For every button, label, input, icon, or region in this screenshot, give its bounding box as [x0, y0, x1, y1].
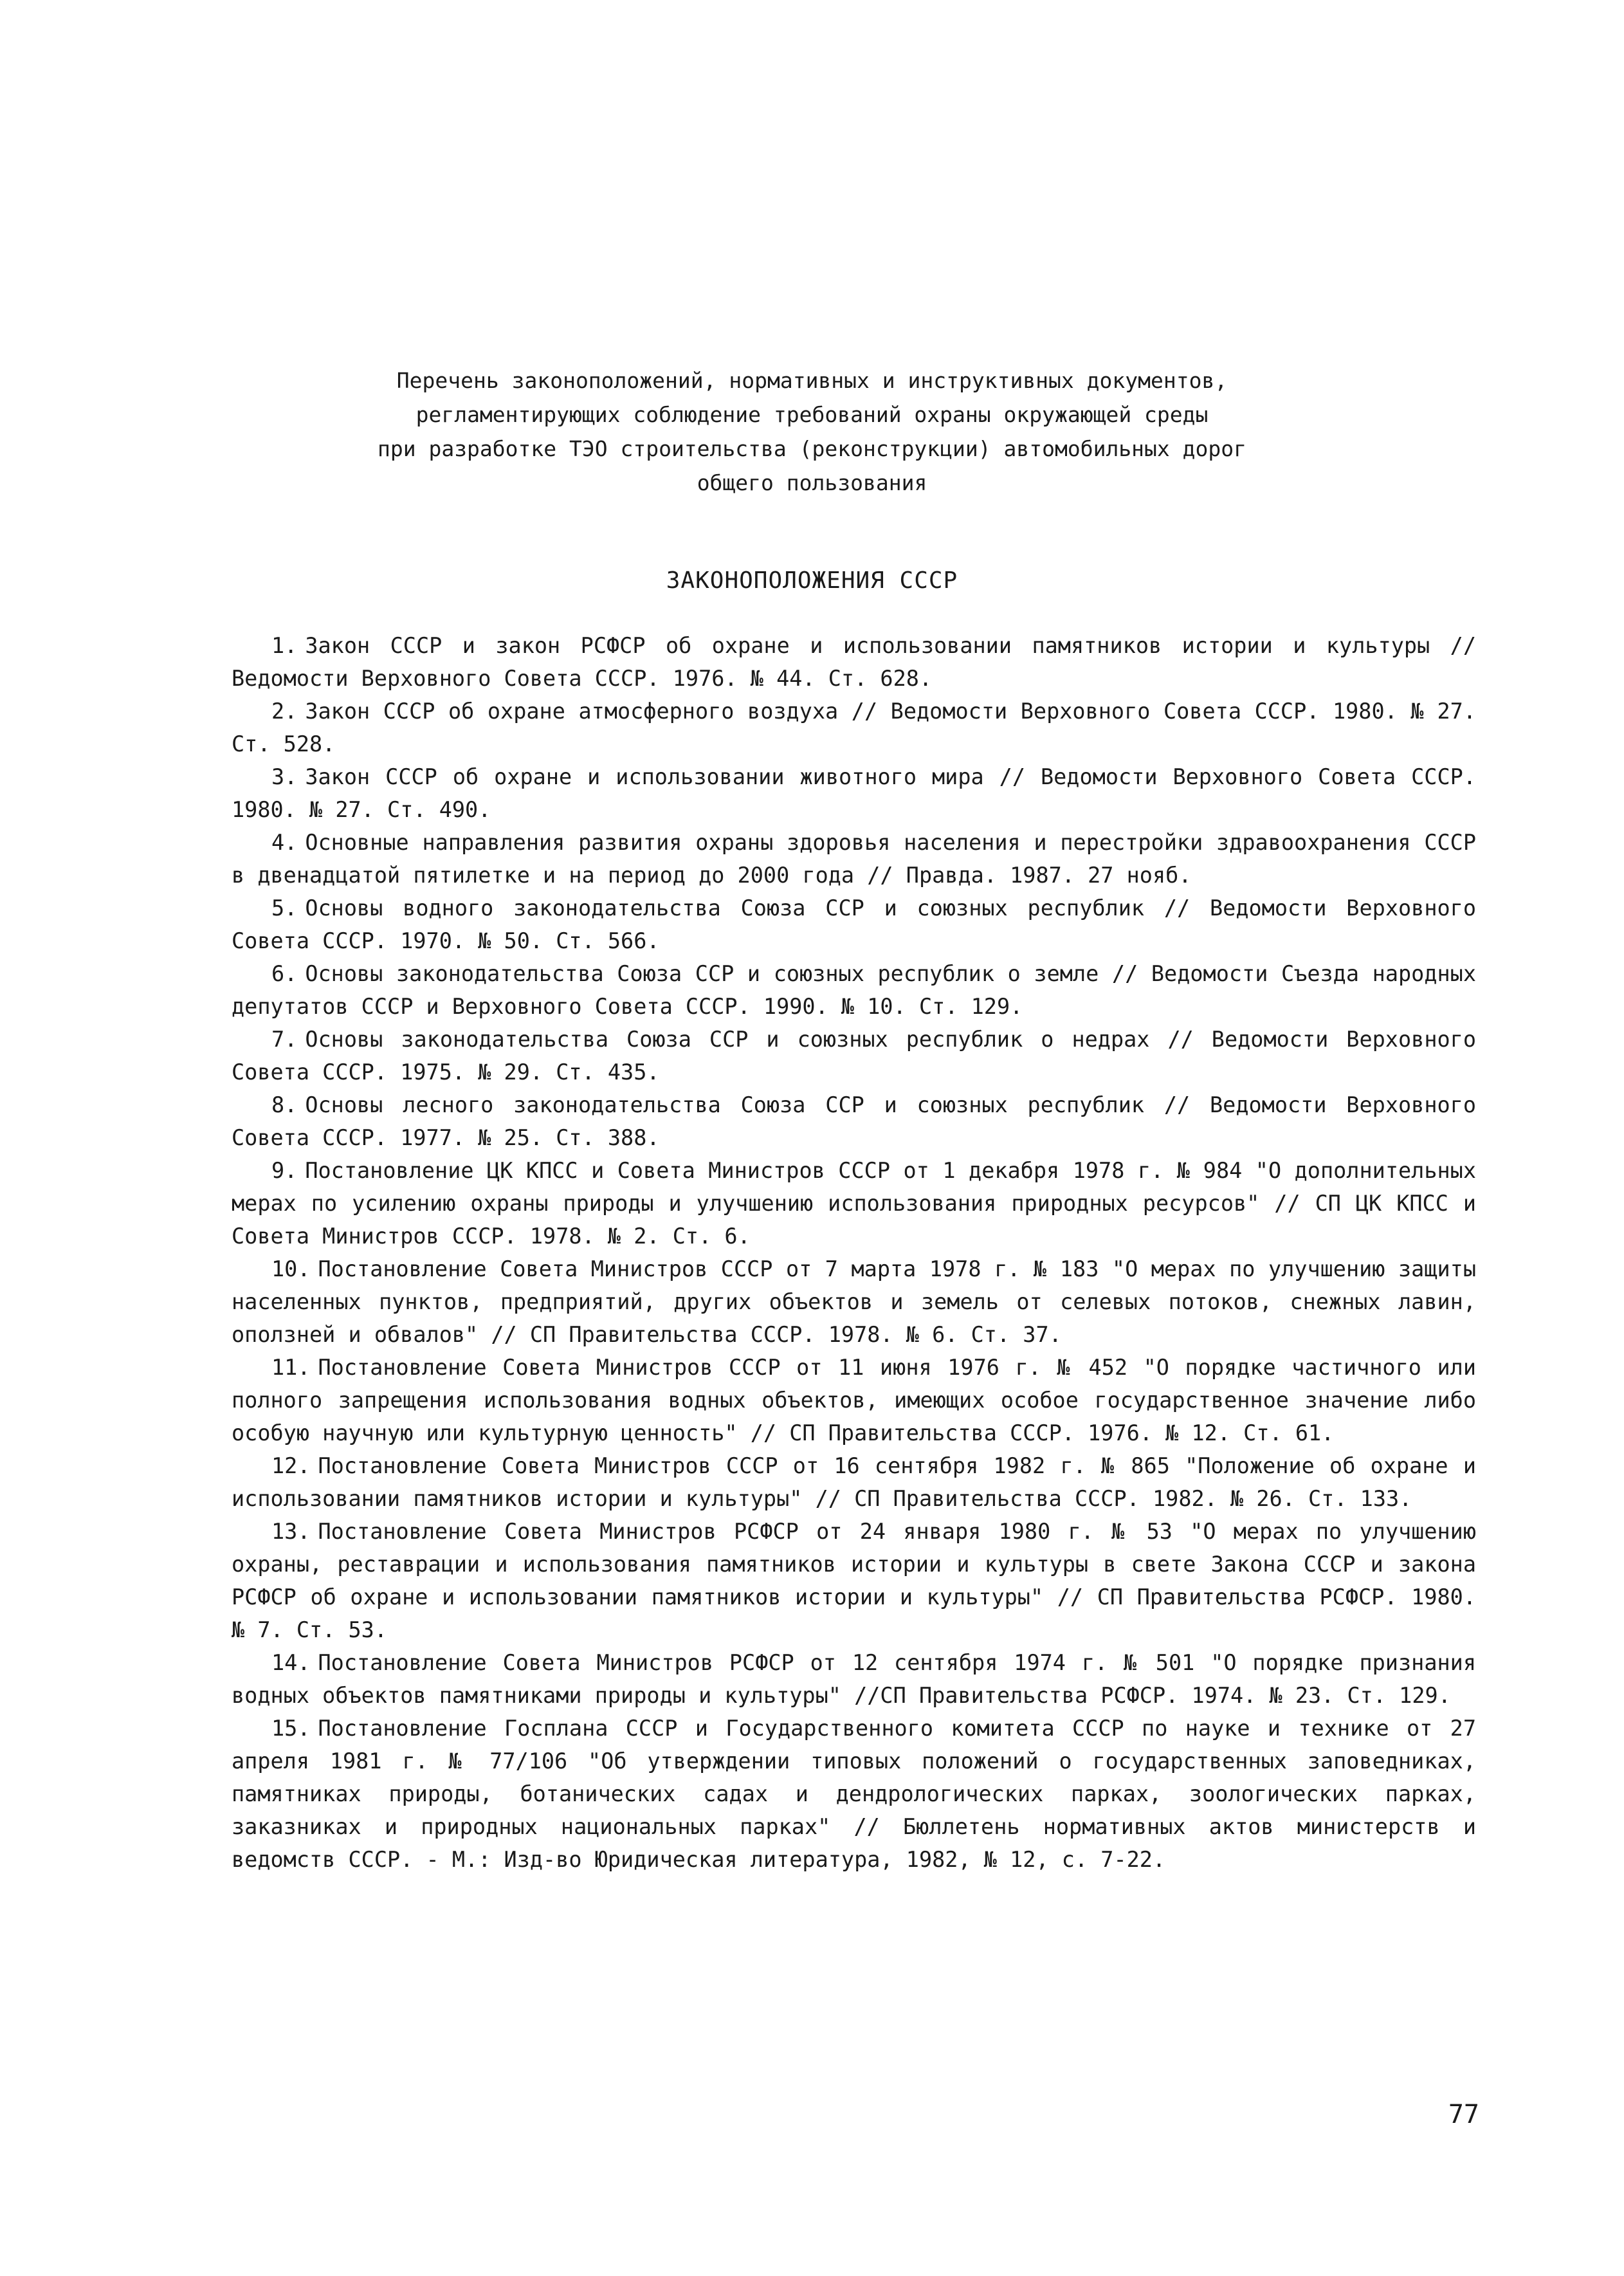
list-item [232, 1154, 1476, 1253]
list-item [232, 629, 1476, 695]
entry-number: 6. [271, 961, 298, 986]
entry-text: Закон СССР об охране атмосферного воздуха // Ведомости Верховного Совета СССР. 1980. № 27. Ст. 528. [232, 699, 1476, 757]
entry-number: 14. [271, 1650, 311, 1675]
entry-number: 15. [271, 1716, 311, 1741]
title-line-1: Перечень законоположений, нормативных и инструктивных документов, [396, 368, 1228, 393]
entry-text: Основы законодательства Союза ССР и союзных республик о земле // Ведомости Съезда народных депутатов СССР и Верховного Совета СССР. 1990. № 10. Ст. 129. [232, 961, 1476, 1019]
entry-number: 5. [271, 895, 298, 921]
entry-text: Постановление Совета Министров СССР от 11 июня 1976 г. № 452 "О порядке частичного или полного запрещения использования водных объектов, имеющих особое государственное значение либо особую научную или культурную ценность" // СП Правительства СССР. 1976. № 12. Ст. 61. [232, 1355, 1476, 1445]
entry-text: Постановление Совета Министров СССР от 16 сентября 1982 г. № 865 "Положение об охране и использовании памятников истории и культуры" // СП Правительства СССР. 1982. № 26. Ст. 133. [232, 1453, 1476, 1511]
list-item [232, 760, 1476, 826]
list-item [232, 1515, 1476, 1646]
entry-number: 4. [271, 830, 298, 855]
entry-number: 3. [271, 764, 298, 789]
entry-text: Основные направления развития охраны здоровья населения и перестройки здравоохранения СССР в двенадцатой пятилетке и на период до 2000 года // Правда. 1987. 27 нояб. [232, 830, 1476, 888]
list-item [232, 1712, 1476, 1876]
entry-number: 12. [271, 1453, 311, 1478]
entry-text: Основы законодательства Союза ССР и союзных республик о недрах // Ведомости Верховного Совета СССР. 1975. № 29. Ст. 435. [232, 1027, 1476, 1085]
section-heading: ЗАКОНОПОЛОЖЕНИЯ СССР [666, 567, 958, 594]
entry-number: 8. [271, 1092, 298, 1117]
list-item [232, 1088, 1476, 1154]
entry-text: Постановление ЦК КПСС и Совета Министров СССР от 1 декабря 1978 г. № 984 "О дополнительных мерах по усилению охраны природы и улучшению использования природных ресурсов" // СП ЦК КПСС и Совета Министров СССР. 1978. № 2. Ст. 6. [232, 1158, 1476, 1249]
title-line-2: регламентирующих соблюдение требований охраны окружающей среды [415, 402, 1209, 427]
entry-number: 11. [271, 1355, 311, 1380]
entry-number: 2. [271, 699, 298, 724]
entry-number: 10. [271, 1256, 311, 1281]
entry-number: 13. [271, 1519, 311, 1544]
entry-text: Постановление Совета Министров СССР от 7 марта 1978 г. № 183 "О мерах по улучшению защиты населенных пунктов, предприятий, других объектов и земель от селевых потоков, снежных лавин, оползней и обвалов" // СП Правительства СССР. 1978. № 6. Ст. 37. [232, 1256, 1476, 1347]
list-item [232, 957, 1476, 1023]
entry-number: 1. [271, 633, 298, 658]
list-item [232, 826, 1476, 892]
entry-text: Постановление Совета Министров РСФСР от 12 сентября 1974 г. № 501 "О порядке признания водных объектов памятниками природы и культуры" //СП Правительства РСФСР. 1974. № 23. Ст. 129. [232, 1650, 1476, 1708]
page-number: 77 [1448, 2100, 1479, 2129]
list-item [232, 1023, 1476, 1088]
list-item [232, 1351, 1476, 1449]
entry-text: Постановление Совета Министров РСФСР от 24 января 1980 г. № 53 "О мерах по улучшению охраны, реставрации и использования памятников истории и культуры в свете Закона СССР и закона РСФСР об охране и использовании памятников истории и культуры" // СП Правительства РСФСР. 1980. № 7. Ст. 53. [232, 1519, 1476, 1642]
entry-number: 7. [271, 1027, 298, 1052]
entry-number: 9. [271, 1158, 298, 1183]
list-item [232, 1646, 1476, 1712]
entry-text: Постановление Госплана СССР и Государственного комитета СССР по науке и технике от 27 апреля 1981 г. № 77/106 "Об утверждении типовых положений о государственных заповедниках, памятниках природы, ботанических садах и дендрологических парках, зоологических парках, заказниках и природных национальных парках" // Бюллетень нормативных актов министерств и ведомств СССР. - М.: Изд-во Юридическая литература, 1982, № 12, с. 7-22. [232, 1716, 1476, 1872]
list-item [232, 892, 1476, 957]
title-line-4: общего пользования [697, 470, 927, 495]
entry-text: Закон СССР об охране и использовании животного мира // Ведомости Верховного Совета СССР. 1980. № 27. Ст. 490. [232, 764, 1476, 822]
list-item [232, 695, 1476, 760]
list-item [232, 1449, 1476, 1515]
entry-text: Закон СССР и закон РСФСР об охране и использовании памятников истории и культуры // Ведомости Верховного Совета СССР. 1976. № 44. Ст. 628. [232, 633, 1476, 691]
title-line-3: при разработке ТЭО строительства (реконструкции) автомобильных дорог [377, 436, 1246, 461]
legislation-list [232, 629, 1476, 1876]
entry-text: Основы лесного законодательства Союза ССР и союзных республик // Ведомости Верховного Совета СССР. 1977. № 25. Ст. 388. [232, 1092, 1476, 1150]
entry-text: Основы водного законодательства Союза ССР и союзных республик // Ведомости Верховного Совета СССР. 1970. № 50. Ст. 566. [232, 895, 1476, 953]
document-title [257, 363, 1367, 500]
list-item [232, 1253, 1476, 1351]
